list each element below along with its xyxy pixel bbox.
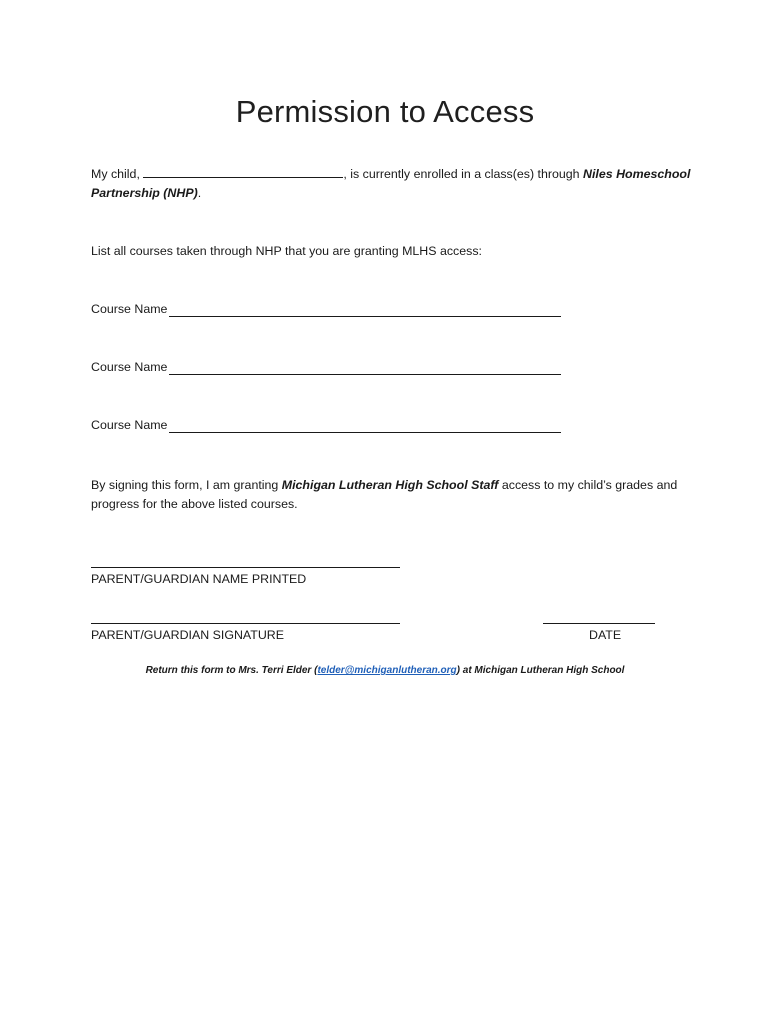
consent-paragraph [91,476,691,514]
name-printed-line [91,567,400,568]
course-name-line-2 [169,374,561,375]
date-line [543,623,655,624]
signature-label: PARENT/GUARDIAN SIGNATURE [91,628,284,642]
name-printed-label: PARENT/GUARDIAN NAME PRINTED [91,572,307,586]
page-title: Permission to Access [235,94,535,129]
return-instructions [0,665,770,676]
intro-text-middle: , is currently enrolled in a class(es) through [343,167,580,181]
email-link[interactable]: telder@michiganlutheran.org [317,665,457,676]
course-name-line-1 [169,316,561,317]
course-name-line-3 [169,432,561,433]
date-label: DATE [589,628,622,642]
intro-text-start: My child, [91,167,140,181]
return-text-start: Return this form to Mrs. Terri Elder ( [145,665,318,676]
course-name-label-2: Course Name [91,360,168,374]
staff-name: Michigan Lutheran High School Staff [281,478,499,492]
consent-text-end: access to my child’s grades and progress for the above listed courses. [91,478,678,511]
org-name: Niles Homeschool Partnership (NHP) [91,167,691,200]
course-name-label-1: Course Name [91,302,168,316]
courses-prompt: List all courses taken through NHP that you are granting MLHS access: [91,244,482,258]
intro-paragraph [91,165,691,203]
course-name-label-3: Course Name [91,418,168,432]
return-text-end: ) at Michigan Lutheran High School [456,665,625,676]
consent-text-start: By signing this form, I am granting [91,478,279,492]
signature-line [91,623,400,624]
child-name-blank [143,166,343,178]
intro-text-end: . [197,186,202,200]
